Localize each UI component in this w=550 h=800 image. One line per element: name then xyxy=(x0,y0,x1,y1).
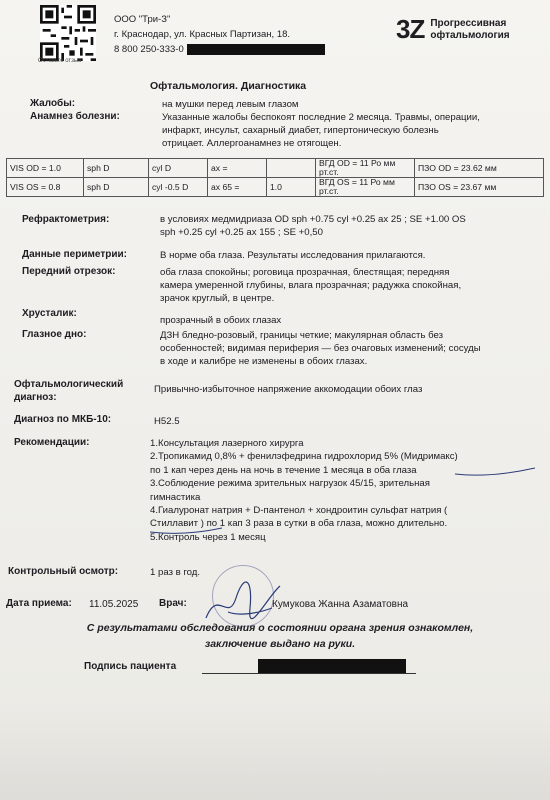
mkb-value: H52.5 xyxy=(154,416,180,427)
lens-label: Хрусталик: xyxy=(22,308,77,319)
list-item: Стиллавит ) по 1 кап 3 раза в сутки в оба глаза, можно длительно. xyxy=(150,518,448,530)
doctor-name: Кумукова Жанна Азаматовна xyxy=(272,599,409,610)
clinic-phone: 8 800 250-333-0 xyxy=(114,42,325,57)
clinic-address: г. Краснодар, ул. Красных Партизан, 18. xyxy=(114,29,291,40)
logo-text: Прогрессивная офтальмология xyxy=(430,17,510,41)
paper-shadow xyxy=(0,700,550,800)
patient-signature-label: Подпись пациента xyxy=(84,661,177,672)
list-item: 1.Консультация лазерного хирурга xyxy=(150,438,304,449)
anterior-segment-label: Передний отрезок: xyxy=(22,266,116,277)
recommendations-list xyxy=(150,437,458,544)
control-exam-value: 1 раз в год. xyxy=(150,567,201,578)
logo-mark: 3Z xyxy=(396,14,425,44)
list-item: 5.Контроль через 1 месяц xyxy=(150,531,266,543)
diagnosis-label: Офтальмологический диагноз: xyxy=(14,379,124,403)
refractometry-value: в условиях медмидриаза OD sph +0.75 cyl +0.25 ax 25 ; SE +1.00 OS sph +0.25 cyl +0.25 ax 155 ; SE +0,50 xyxy=(160,214,466,238)
visus-table xyxy=(6,158,544,197)
anamnesis-value: Указанные жалобы беспокоят последние 2 месяца. Травмы, операции, инфаркт, инсульт, сахарный диабет, гипертоническую болезнь отрицает. Аллергоанамнез не отягощен. xyxy=(162,112,480,149)
control-exam-label: Контрольный осмотр: xyxy=(8,566,119,577)
redaction-bar xyxy=(258,659,406,673)
acknowledgement-note: С результатами обследования о состоянии органа зрения ознакомлен, заключение выдано на руки. xyxy=(86,622,474,650)
perimetry-value: В норме оба глаза. Результаты исследования прилагаются. xyxy=(160,250,426,261)
signature-line xyxy=(202,673,416,674)
refractometry-label: Рефрактометрия: xyxy=(22,214,110,225)
mkb-label: Диагноз по МКБ-10: xyxy=(14,414,112,425)
doctor-label: Врач: xyxy=(159,598,187,609)
recommendations-label: Рекомендации: xyxy=(14,437,90,448)
clinic-info xyxy=(114,12,325,57)
list-item: по 1 кап через день на ночь в течение 1 месяца в оба глаза xyxy=(150,464,417,476)
perimetry-label: Данные периметрии: xyxy=(22,249,127,260)
complaints-value: на мушки перед левым глазом xyxy=(162,99,299,110)
list-item: 3.Соблюдение режима зрительных нагрузок 45/15, зрительная xyxy=(150,478,430,490)
list-item: 4.Гиалуронат натрия + D-пантенол + хондроитин сульфат натрия ( xyxy=(150,505,448,517)
qr-code-icon xyxy=(40,5,96,61)
qr-caption: Оставьте отзыв xyxy=(38,58,82,64)
clinic-logo xyxy=(396,14,510,45)
list-item: гимнастика xyxy=(150,491,201,503)
visit-date-value: 11.05.2025 xyxy=(89,599,139,610)
diagnosis-value: Привычно-избыточное напряжение аккомодации обоих глаз xyxy=(154,384,423,395)
table-row: VIS OD = 1.0 sph D cyl D ax = ВГД OD = 11 Ро мм рт.ст. ПЗО OD = 23.62 мм xyxy=(7,159,544,178)
fundus-label: Глазное дно: xyxy=(22,329,87,340)
anterior-segment-value: оба глаза спокойны; роговица прозрачная, блестящая; передняя камера умеренной глубины, влага прозрачная; радужка спокойная, зрачок круглый, в центре. xyxy=(160,267,462,304)
document-title: Офтальмология. Диагностика xyxy=(150,80,307,92)
redaction-bar xyxy=(187,44,325,55)
list-item: 2.Тропикамид 0,8% + фенилэфедрина гидрохлорид 5% (Мидримакс) xyxy=(150,451,458,463)
anamnesis-label: Анамнез болезни: xyxy=(30,111,120,122)
clinic-name: ООО "Три-З" xyxy=(114,14,171,25)
complaints-label: Жалобы: xyxy=(30,98,76,109)
table-row: VIS OS = 0.8 sph D cyl -0.5 D ax 65 = 1.0 ВГД OS = 11 Ро мм рт.ст. ПЗО OS = 23.67 мм xyxy=(7,178,544,197)
fundus-value: ДЗН бледно-розовый, границы четкие; макулярная область без особенностей; видимая периферия — без очаговых изменений; сосуды в ходе и калибре не изменены в обоих глазах. xyxy=(160,330,481,367)
visit-date-label: Дата приема: xyxy=(6,598,72,609)
lens-value: прозрачный в обоих глазах xyxy=(160,315,282,326)
